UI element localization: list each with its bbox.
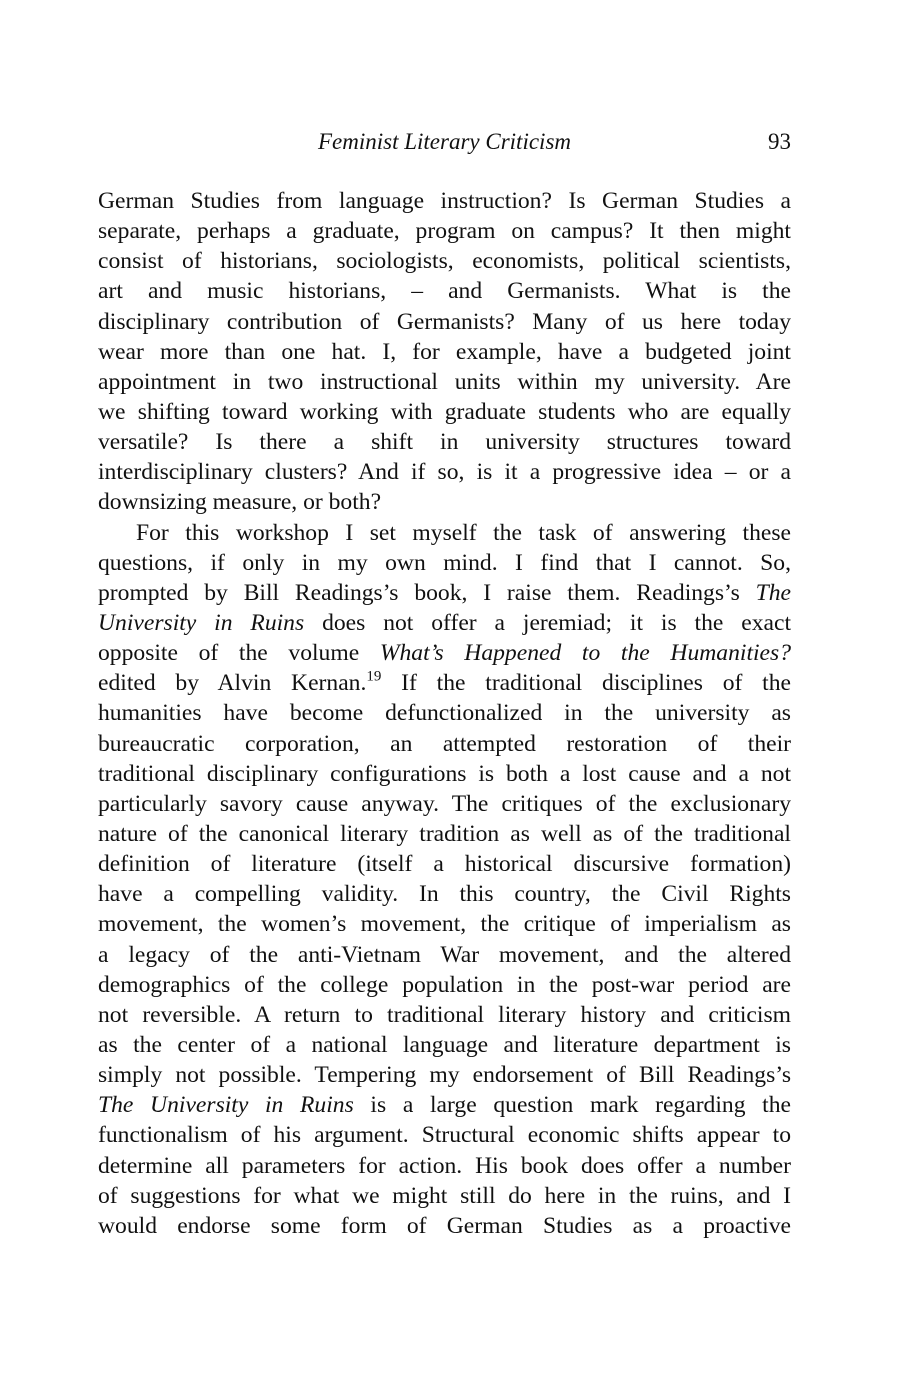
text-run: prompted by Bill Readings’s book, I raise them. Readings’s bbox=[98, 579, 756, 606]
text-line bbox=[98, 668, 791, 698]
text-line: wear more than one hat. I, for example, have a budgeted joint bbox=[98, 338, 791, 365]
text-line: simply not possible. Tempering my endorsement of Bill Readings’s bbox=[98, 1062, 791, 1089]
text-line: traditional disciplinary configurations is both a lost cause and a not bbox=[98, 760, 791, 787]
text-line: as the center of a national language and literature department is bbox=[98, 1031, 791, 1058]
text-line: interdisciplinary clusters? And if so, is it a progressive idea – or a bbox=[98, 459, 791, 486]
text-run: is a large question mark regarding the bbox=[353, 1092, 791, 1119]
text-line: For this workshop I set myself the task of answering these bbox=[136, 519, 791, 546]
text-line: nature of the canonical literary tradition as well as of the traditional bbox=[98, 820, 791, 847]
text-run: opposite of the volume bbox=[98, 640, 380, 667]
text-line bbox=[98, 1090, 791, 1120]
text-line: determine all parameters for action. His book does offer a number bbox=[98, 1152, 791, 1179]
text-run: edited by Alvin Kernan. bbox=[98, 670, 367, 697]
text-line: have a compelling validity. In this country, the Civil Rights bbox=[98, 881, 791, 908]
text-line: functionalism of his argument. Structural economic shifts appear to bbox=[98, 1122, 791, 1149]
text-line: would endorse some form of German Studies as a proactive bbox=[98, 1212, 791, 1239]
italic-title: What’s Happened to the Humanities? bbox=[379, 640, 792, 667]
running-title: Feminist Literary Criticism bbox=[318, 129, 571, 154]
text-line: disciplinary contribution of Germanists? Many of us here today bbox=[98, 308, 791, 335]
text-run: If the traditional disciplines of the bbox=[381, 670, 791, 697]
text-line bbox=[98, 638, 791, 668]
text-line: movement, the women’s movement, the critique of imperialism as bbox=[98, 911, 791, 938]
page-number: 93 bbox=[768, 129, 791, 154]
text-line: art and music historians, – and Germanists. What is the bbox=[98, 278, 791, 305]
text-line: of suggestions for what we might still do here in the ruins, and I bbox=[98, 1182, 791, 1209]
text-run: does not offer a jeremiad; it is the exact bbox=[304, 609, 792, 636]
text-line: bureaucratic corporation, an attempted restoration of their bbox=[98, 730, 791, 757]
text-line: versatile? Is there a shift in university structures toward bbox=[98, 429, 791, 456]
text-line: not reversible. A return to traditional literary history and criticism bbox=[98, 1001, 791, 1028]
italic-title: University in Ruins bbox=[98, 609, 305, 636]
text-line bbox=[98, 578, 791, 608]
text-line: definition of literature (itself a historical discursive formation) bbox=[98, 851, 791, 878]
text-line: consist of historians, sociologists, economists, political scientists, bbox=[98, 248, 791, 275]
text-line: questions, if only in my own mind. I find that I cannot. So, bbox=[98, 549, 791, 576]
text-line: downsizing measure, or both? bbox=[98, 489, 382, 516]
italic-title: The bbox=[755, 579, 791, 606]
italic-title: The University in Ruins bbox=[98, 1092, 354, 1119]
text-line: separate, perhaps a graduate, program on campus? It then might bbox=[98, 218, 791, 245]
body-text bbox=[98, 186, 791, 1241]
text-line: German Studies from language instruction? Is German Studies a bbox=[98, 188, 791, 214]
text-line bbox=[98, 608, 791, 638]
text-line: a legacy of the anti-Vietnam War movement, and the altered bbox=[98, 941, 791, 968]
running-head bbox=[98, 124, 791, 160]
text-line: appointment in two instructional units within my university. Are bbox=[98, 368, 791, 395]
text-line: humanities have become defunctionalized in the university as bbox=[98, 700, 791, 727]
text-line: demographics of the college population in the post-war period are bbox=[98, 971, 791, 998]
text-line: particularly savory cause anyway. The critiques of the exclusionary bbox=[98, 790, 791, 817]
footnote-ref: 19 bbox=[366, 668, 382, 685]
text-line: we shifting toward working with graduate students who are equally bbox=[98, 398, 791, 425]
